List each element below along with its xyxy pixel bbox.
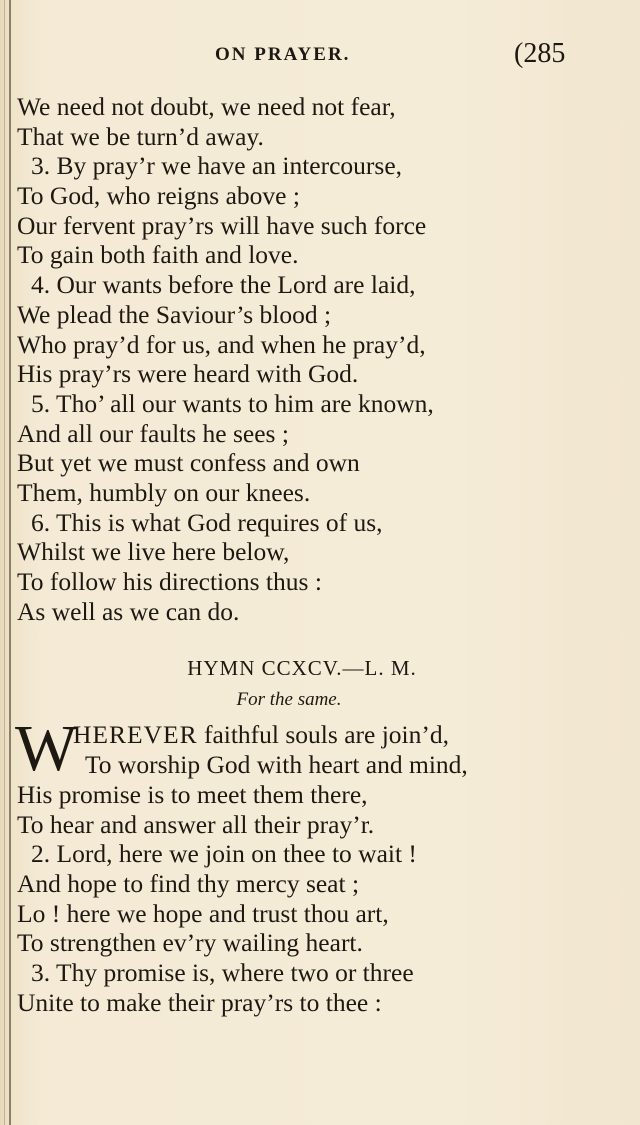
verse-line: Them, humbly on our knees. — [17, 477, 311, 507]
verse-line: To follow his directions thus : — [17, 567, 322, 596]
hymn-opening — [15, 712, 617, 785]
verse-line: We need not doubt, we need not fear, — [17, 92, 396, 121]
first-line-rest: faithful souls are join’d, — [197, 720, 449, 749]
verse-line: And all our faults he sees ; — [17, 418, 289, 448]
verse-line: Unite to make their pray’rs to thee : — [17, 987, 382, 1017]
hymn-lines — [17, 780, 417, 1018]
verse-line-numbered: 2. Lord, here we join on thee to wait ! — [31, 839, 417, 869]
verse-line-numbered: 4. Our wants before the Lord are laid, — [31, 270, 416, 300]
page-number: (285 — [514, 38, 566, 69]
verse-line: To hear and answer all their pray’r. — [17, 809, 375, 839]
verse-line: As well as we can do. — [17, 596, 240, 626]
verse-line-numbered: 5. Tho’ all our wants to him are known, — [31, 388, 434, 418]
page-gutter-shadow — [4, 0, 5, 1125]
verse-line: Whilst we live here below, — [17, 537, 290, 567]
verse-line: To God, who reigns above ; — [17, 181, 300, 211]
hymn-continuation-text — [17, 92, 617, 626]
verse-line: Lo ! here we hope and trust thou art, — [17, 898, 389, 928]
verse-line: Our fervent pray’rs will have such force — [17, 210, 427, 240]
verse-line: Who pray’d for us, and when he pray’d, — [17, 329, 426, 359]
page-header — [0, 38, 640, 74]
verse-line: We plead the Saviour’s blood ; — [17, 299, 332, 329]
hymn-subtitle: For the same. — [236, 689, 342, 710]
hymn-first-line — [73, 720, 449, 750]
verse-line: That we be turn’d away. — [17, 121, 264, 151]
hymn-second-line: To worship God with heart and mind, — [85, 750, 468, 779]
verse-line-numbered: 3. By pray’r we have an intercourse, — [31, 151, 403, 181]
first-word-caps: HEREVER — [73, 720, 198, 749]
verse-line: His promise is to meet them there, — [17, 780, 368, 809]
verse-line: To gain both faith and love. — [17, 240, 299, 270]
verse-line: And hope to find thy mercy seat ; — [17, 869, 360, 899]
page-gutter-line — [9, 0, 11, 1125]
running-head: ON PRAYER. — [215, 44, 351, 65]
verse-line-numbered: 3. Thy promise is, where two or three — [31, 958, 414, 988]
drop-cap: W — [15, 712, 78, 785]
hymn-title: HYMN CCXCV.—L. M. — [187, 656, 417, 680]
verse-line: His pray’rs were heard with God. — [17, 359, 359, 389]
verse-line-numbered: 6. This is what God requires of us, — [31, 507, 383, 537]
hymn-text — [15, 712, 617, 1017]
verse-line: To strengthen ev’ry wailing heart. — [17, 928, 363, 958]
verse-line: But yet we must confess and own — [17, 448, 360, 478]
